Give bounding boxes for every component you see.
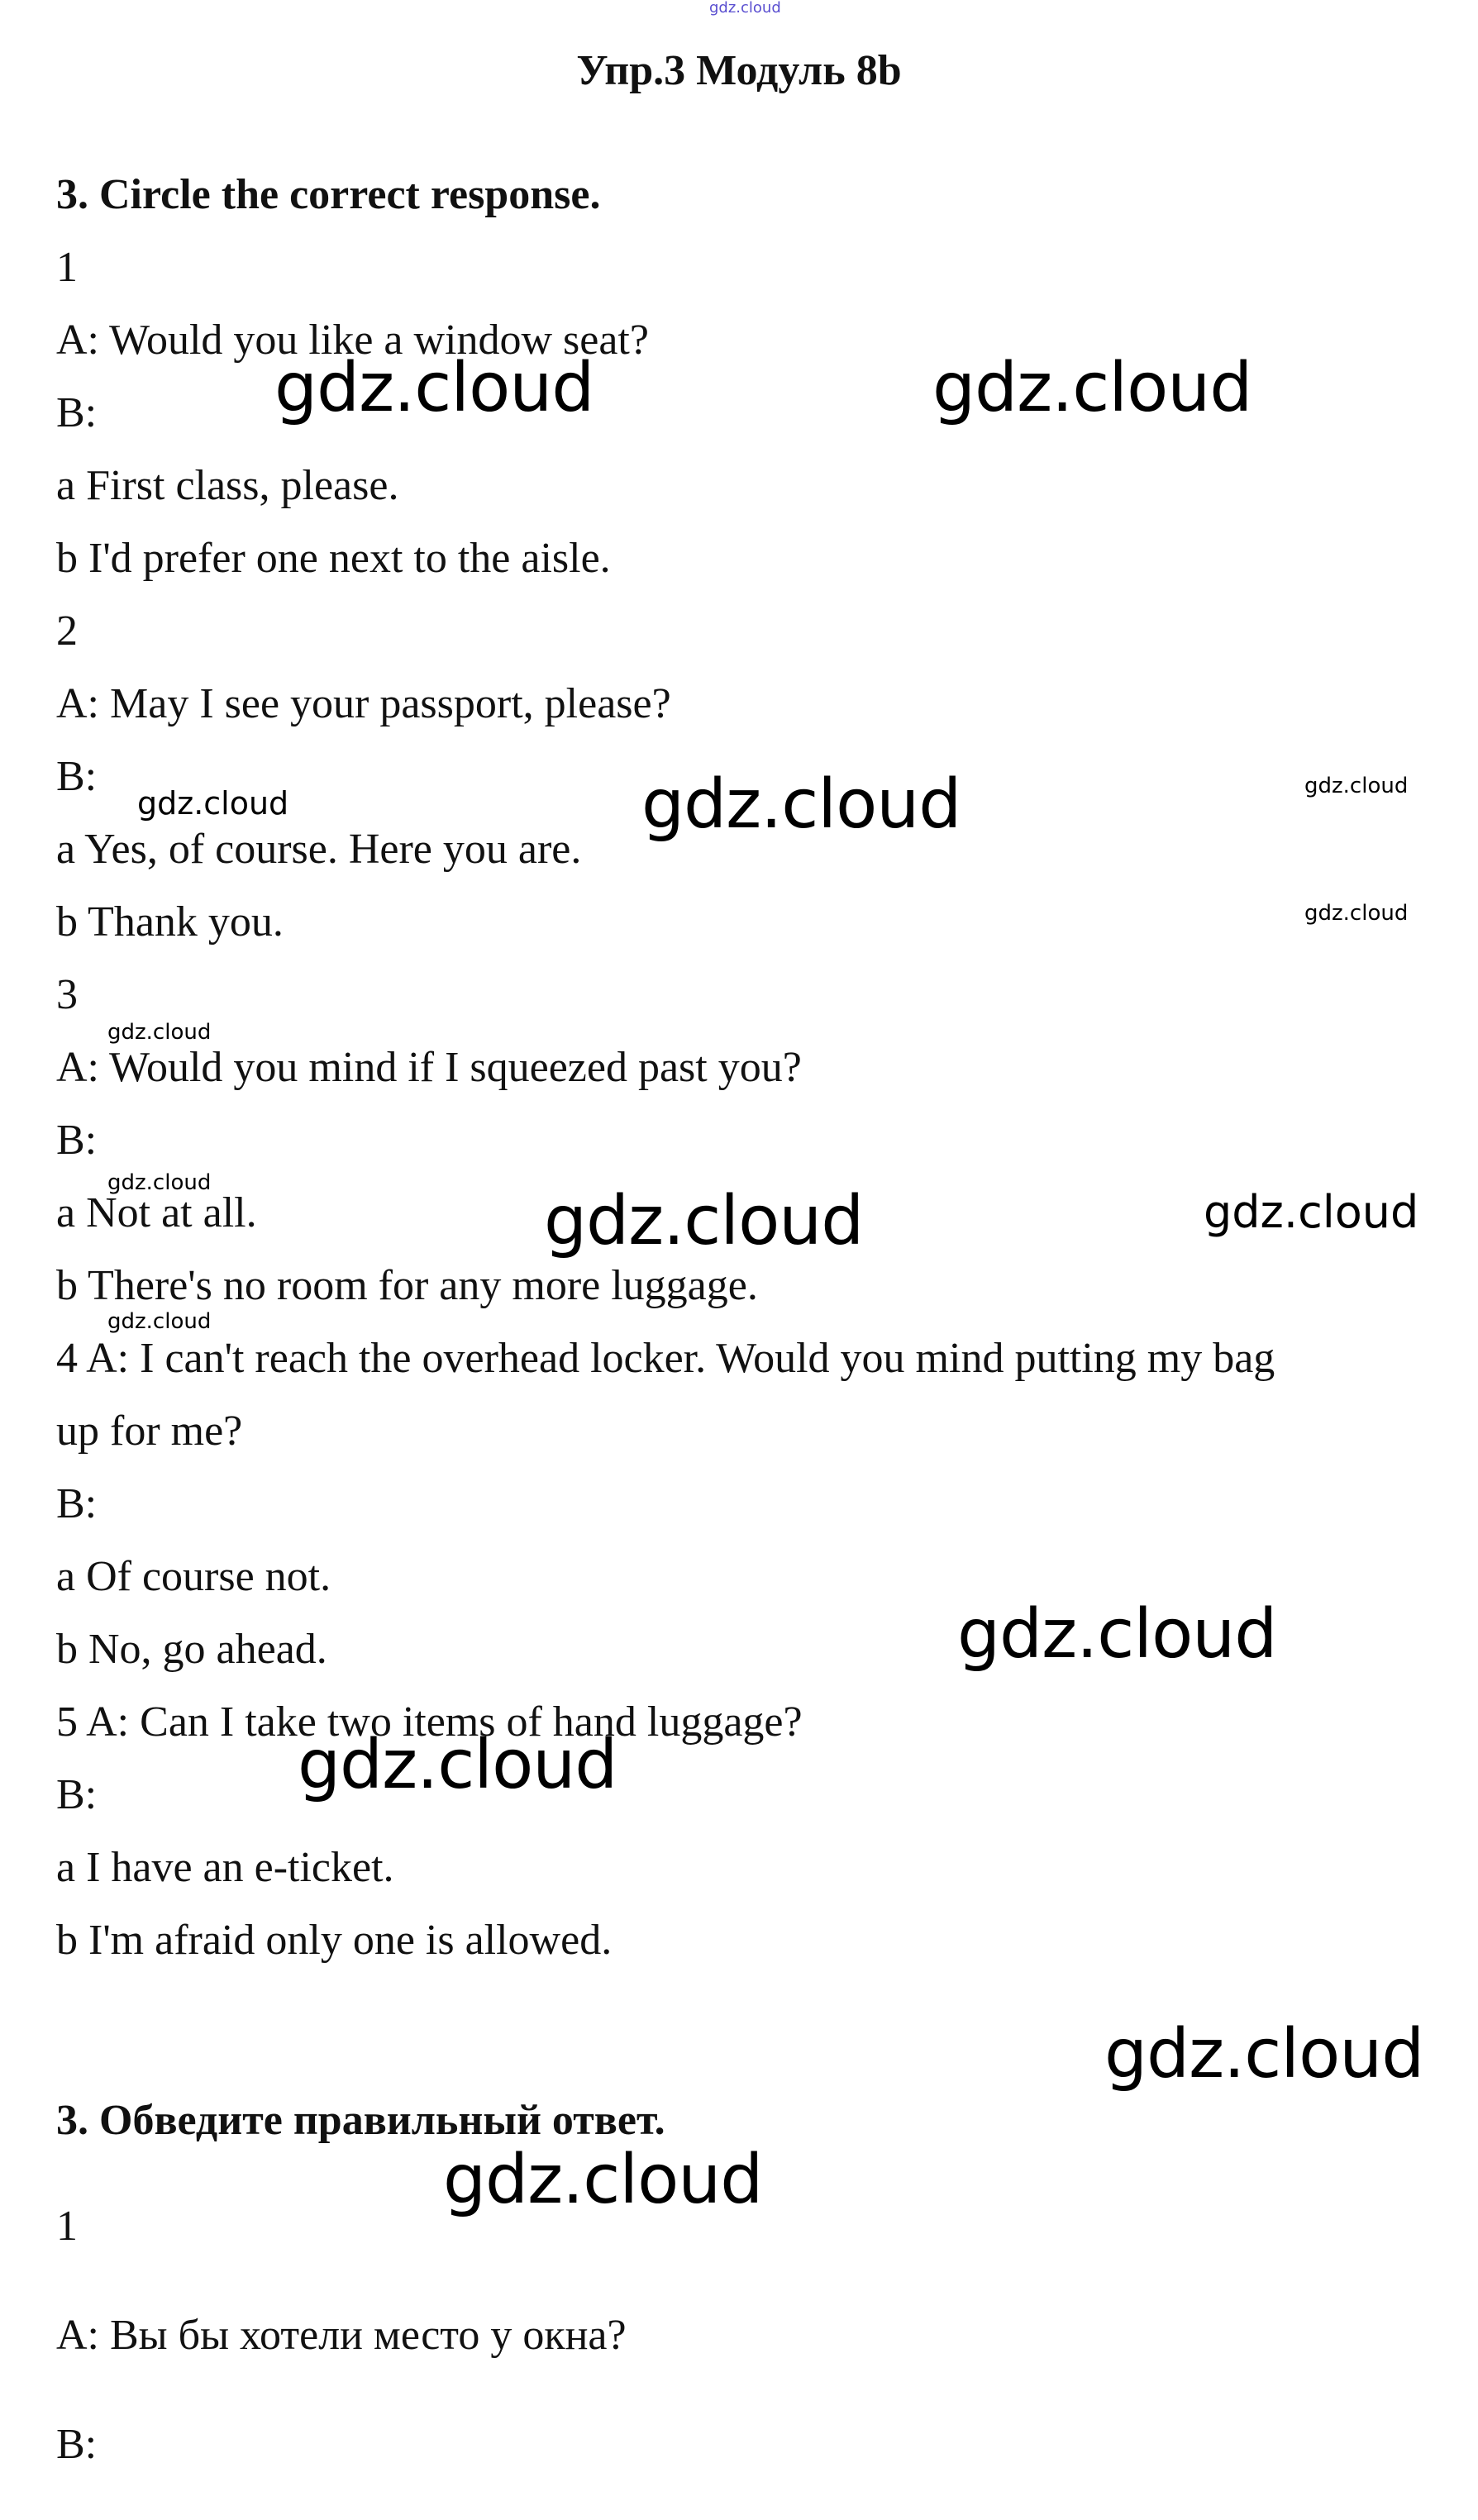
- answer-option: b No, go ahead.: [56, 1626, 327, 1673]
- dialogue-line: A: May I see your passport, please?: [56, 680, 671, 727]
- answer-option: b There's no room for any more luggage.: [56, 1262, 758, 1309]
- watermark: gdz.cloud: [957, 1595, 1277, 1674]
- watermark: gdz.cloud: [641, 765, 961, 844]
- watermark: gdz.cloud: [1304, 901, 1409, 926]
- watermark: gdz.cloud: [932, 349, 1252, 427]
- item-number: 2: [56, 607, 78, 655]
- watermark: gdz.cloud: [1204, 1186, 1419, 1238]
- top-watermark: gdz.cloud: [709, 0, 781, 17]
- answer-option: b I'm afraid only one is allowed.: [56, 1917, 613, 1964]
- dialogue-line: B:: [56, 389, 98, 436]
- watermark: gdz.cloud: [107, 1309, 212, 1334]
- watermark: gdz.cloud: [1104, 2015, 1424, 2094]
- watermark: gdz.cloud: [298, 1726, 617, 1804]
- answer-option: a Yes, of course. Here you are.: [56, 826, 582, 873]
- dialogue-line: A: Would you like a window seat?: [56, 317, 649, 364]
- dialogue-line: B:: [56, 1117, 98, 1164]
- item-number: 3: [56, 971, 78, 1018]
- answer-option: a First class, please.: [56, 462, 399, 509]
- watermark: gdz.cloud: [443, 2141, 763, 2219]
- dialogue-line: 5 A: Can I take two items of hand luggage?: [56, 1698, 803, 1746]
- dialogue-line: B:: [56, 1771, 98, 1818]
- item-number: 1: [56, 244, 78, 291]
- watermark: gdz.cloud: [544, 1182, 864, 1260]
- dialogue-line: A: Вы бы хотели место у окна?: [56, 2312, 627, 2359]
- watermark: gdz.cloud: [274, 349, 594, 427]
- dialogue-line: B:: [56, 1480, 98, 1527]
- dialogue-line: B:: [56, 753, 98, 800]
- watermark: gdz.cloud: [137, 785, 289, 822]
- item-number: 1: [56, 2203, 78, 2250]
- watermark: gdz.cloud: [107, 1020, 212, 1045]
- dialogue-line: B:: [56, 2421, 98, 2468]
- watermark: gdz.cloud: [107, 1170, 212, 1195]
- page-title: Упр.3 Модуль 8b: [576, 47, 902, 94]
- answer-option: a I have an e-ticket.: [56, 1844, 394, 1891]
- answer-option: a Not at all.: [56, 1189, 257, 1236]
- exercise-heading-en: 3. Circle the correct response.: [56, 171, 601, 218]
- answer-option: b Thank you.: [56, 898, 284, 946]
- answer-option: b I'd prefer one next to the aisle.: [56, 535, 611, 582]
- exercise-heading-ru: 3. Обведите правильный ответ.: [56, 2097, 665, 2144]
- dialogue-line: 4 A: I can't reach the overhead locker. Would you mind putting my bag: [56, 1335, 1275, 1382]
- dialogue-line: A: Would you mind if I squeezed past you?: [56, 1044, 802, 1091]
- watermark: gdz.cloud: [1304, 774, 1409, 798]
- dialogue-line: up for me?: [56, 1408, 243, 1455]
- answer-option: a Of course not.: [56, 1553, 331, 1600]
